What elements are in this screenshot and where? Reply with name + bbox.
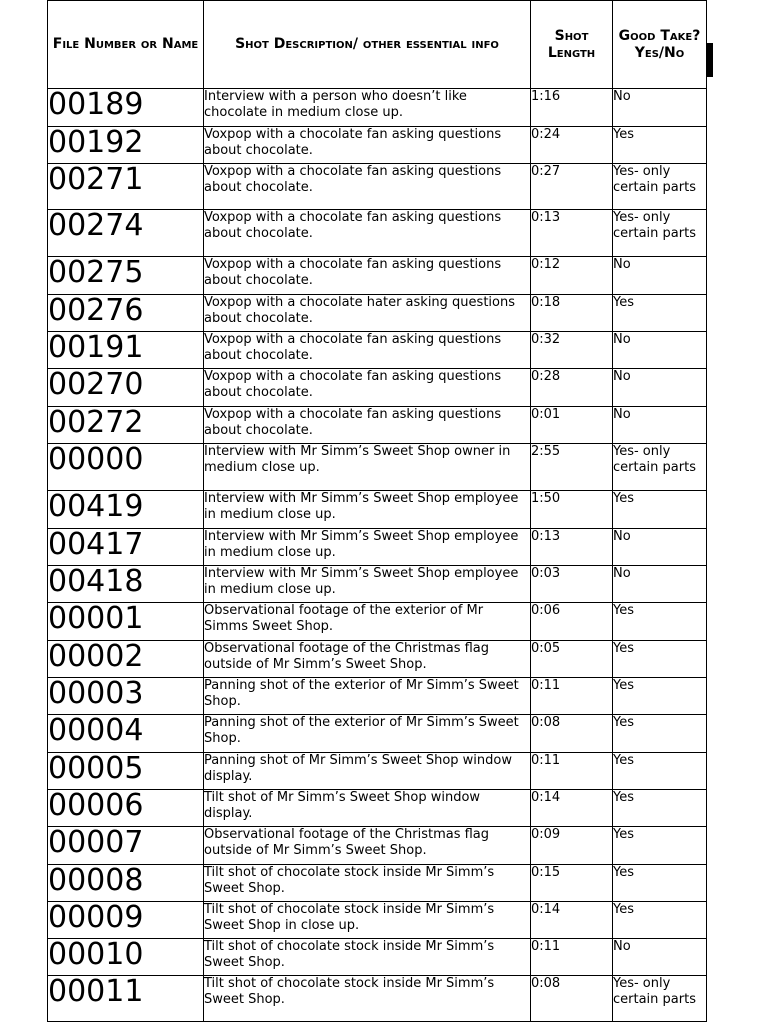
table-row bbox=[48, 641, 707, 678]
file-number-cell: 00007 bbox=[48, 827, 204, 865]
table-row bbox=[48, 164, 707, 210]
header-file-number: File Number or Name bbox=[48, 1, 204, 89]
table-row bbox=[48, 902, 707, 939]
shot-description-cell: Voxpop with a chocolate fan asking questions about chocolate. bbox=[204, 407, 531, 444]
shot-description-cell: Tilt shot of chocolate stock inside Mr Simm’s Sweet Shop. bbox=[204, 976, 531, 1022]
file-number-cell: 00276 bbox=[48, 295, 204, 332]
good-take-cell: No bbox=[613, 369, 707, 407]
good-take-cell: No bbox=[613, 332, 707, 369]
file-number-cell: 00000 bbox=[48, 444, 204, 491]
good-take-cell: Yes bbox=[613, 827, 707, 865]
file-number-cell: 00009 bbox=[48, 902, 204, 939]
shot-description-cell: Interview with Mr Simm’s Sweet Shop employee in medium close up. bbox=[204, 529, 531, 566]
shot-length-cell: 0:32 bbox=[531, 332, 613, 369]
shot-length-cell: 0:08 bbox=[531, 976, 613, 1022]
shot-length-cell: 0:14 bbox=[531, 790, 613, 827]
table-row bbox=[48, 127, 707, 164]
good-take-cell: No bbox=[613, 529, 707, 566]
file-number-cell: 00003 bbox=[48, 678, 204, 715]
table-row bbox=[48, 715, 707, 753]
shot-description-cell: Voxpop with a chocolate fan asking questions about chocolate. bbox=[204, 257, 531, 295]
shot-description-cell: Tilt shot of chocolate stock inside Mr Simm’s Sweet Shop. bbox=[204, 865, 531, 902]
good-take-cell: No bbox=[613, 407, 707, 444]
table-row bbox=[48, 976, 707, 1022]
shot-description-cell: Tilt shot of Mr Simm’s Sweet Shop window display. bbox=[204, 790, 531, 827]
shot-length-cell: 0:15 bbox=[531, 865, 613, 902]
table-row bbox=[48, 603, 707, 641]
shot-length-cell: 0:24 bbox=[531, 127, 613, 164]
shot-length-cell: 0:08 bbox=[531, 715, 613, 753]
shot-length-cell: 0:06 bbox=[531, 603, 613, 641]
good-take-cell: Yes bbox=[613, 603, 707, 641]
shot-length-cell: 0:03 bbox=[531, 566, 613, 603]
shot-description-cell: Voxpop with a chocolate fan asking questions about chocolate. bbox=[204, 332, 531, 369]
table-row bbox=[48, 295, 707, 332]
good-take-cell: Yes bbox=[613, 753, 707, 790]
table-row bbox=[48, 491, 707, 529]
file-number-cell: 00272 bbox=[48, 407, 204, 444]
table-row bbox=[48, 210, 707, 257]
file-number-cell: 00010 bbox=[48, 939, 204, 976]
table-row bbox=[48, 753, 707, 790]
shot-length-cell: 0:11 bbox=[531, 939, 613, 976]
good-take-cell: Yes- only certain parts bbox=[613, 210, 707, 257]
shot-description-cell: Voxpop with a chocolate fan asking questions about chocolate. bbox=[204, 369, 531, 407]
good-take-cell: No bbox=[613, 939, 707, 976]
shot-description-cell: Voxpop with a chocolate fan asking questions about chocolate. bbox=[204, 210, 531, 257]
header-shot-description: Shot Description/ other essential info bbox=[204, 1, 531, 89]
shot-description-cell: Voxpop with a chocolate fan asking questions about chocolate. bbox=[204, 127, 531, 164]
good-take-cell: No bbox=[613, 257, 707, 295]
shot-length-cell: 0:01 bbox=[531, 407, 613, 444]
shot-length-cell: 0:28 bbox=[531, 369, 613, 407]
table-row bbox=[48, 332, 707, 369]
shot-description-cell: Observational footage of the Christmas flag outside of Mr Simm’s Sweet Shop. bbox=[204, 827, 531, 865]
file-number-cell: 00005 bbox=[48, 753, 204, 790]
shot-length-cell: 0:05 bbox=[531, 641, 613, 678]
table-row bbox=[48, 790, 707, 827]
good-take-cell: Yes bbox=[613, 790, 707, 827]
table-row bbox=[48, 827, 707, 865]
file-number-cell: 00008 bbox=[48, 865, 204, 902]
header-shot-length: Shot Length bbox=[531, 1, 613, 89]
shot-length-cell: 1:50 bbox=[531, 491, 613, 529]
shot-description-cell: Voxpop with a chocolate hater asking questions about chocolate. bbox=[204, 295, 531, 332]
shot-description-cell: Interview with a person who doesn’t like chocolate in medium close up. bbox=[204, 89, 531, 127]
shot-description-cell: Panning shot of the exterior of Mr Simm’s Sweet Shop. bbox=[204, 678, 531, 715]
good-take-cell: Yes bbox=[613, 491, 707, 529]
shot-log-table bbox=[47, 0, 707, 1022]
shot-description-cell: Observational footage of the Christmas flag outside of Mr Simm’s Sweet Shop. bbox=[204, 641, 531, 678]
table-row bbox=[48, 407, 707, 444]
table-row bbox=[48, 678, 707, 715]
shot-length-cell: 0:13 bbox=[531, 529, 613, 566]
shot-length-cell: 0:27 bbox=[531, 164, 613, 210]
good-take-cell: Yes bbox=[613, 865, 707, 902]
shot-description-cell: Voxpop with a chocolate fan asking questions about chocolate. bbox=[204, 164, 531, 210]
table-row bbox=[48, 529, 707, 566]
file-number-cell: 00419 bbox=[48, 491, 204, 529]
table-row bbox=[48, 369, 707, 407]
table-row bbox=[48, 444, 707, 491]
file-number-cell: 00006 bbox=[48, 790, 204, 827]
good-take-cell: Yes- only certain parts bbox=[613, 976, 707, 1022]
file-number-cell: 00270 bbox=[48, 369, 204, 407]
shot-description-cell: Interview with Mr Simm’s Sweet Shop employee in medium close up. bbox=[204, 491, 531, 529]
file-number-cell: 00011 bbox=[48, 976, 204, 1022]
shot-length-cell: 0:11 bbox=[531, 678, 613, 715]
header-good-take: Good Take? Yes/No bbox=[613, 1, 707, 89]
good-take-cell: No bbox=[613, 89, 707, 127]
shot-description-cell: Tilt shot of chocolate stock inside Mr Simm’s Sweet Shop in close up. bbox=[204, 902, 531, 939]
file-number-cell: 00192 bbox=[48, 127, 204, 164]
good-take-cell: Yes bbox=[613, 902, 707, 939]
shot-length-cell: 1:16 bbox=[531, 89, 613, 127]
shot-length-cell: 0:09 bbox=[531, 827, 613, 865]
table-row bbox=[48, 939, 707, 976]
margin-marker bbox=[706, 43, 713, 77]
file-number-cell: 00418 bbox=[48, 566, 204, 603]
file-number-cell: 00274 bbox=[48, 210, 204, 257]
file-number-cell: 00271 bbox=[48, 164, 204, 210]
table-row bbox=[48, 865, 707, 902]
shot-description-cell: Interview with Mr Simm’s Sweet Shop owner in medium close up. bbox=[204, 444, 531, 491]
shot-length-cell: 0:11 bbox=[531, 753, 613, 790]
shot-description-cell: Panning shot of the exterior of Mr Simm’s Sweet Shop. bbox=[204, 715, 531, 753]
good-take-cell: Yes bbox=[613, 715, 707, 753]
good-take-cell: Yes bbox=[613, 678, 707, 715]
shot-length-cell: 0:12 bbox=[531, 257, 613, 295]
good-take-cell: No bbox=[613, 566, 707, 603]
shot-length-cell: 0:18 bbox=[531, 295, 613, 332]
good-take-cell: Yes- only certain parts bbox=[613, 444, 707, 491]
shot-description-cell: Observational footage of the exterior of Mr Simms Sweet Shop. bbox=[204, 603, 531, 641]
table-row bbox=[48, 257, 707, 295]
file-number-cell: 00191 bbox=[48, 332, 204, 369]
good-take-cell: Yes bbox=[613, 641, 707, 678]
table-row bbox=[48, 566, 707, 603]
file-number-cell: 00189 bbox=[48, 89, 204, 127]
shot-description-cell: Interview with Mr Simm’s Sweet Shop employee in medium close up. bbox=[204, 566, 531, 603]
shot-length-cell: 0:13 bbox=[531, 210, 613, 257]
shot-log-body bbox=[48, 89, 707, 1022]
shot-description-cell: Panning shot of Mr Simm’s Sweet Shop window display. bbox=[204, 753, 531, 790]
table-row bbox=[48, 89, 707, 127]
file-number-cell: 00417 bbox=[48, 529, 204, 566]
good-take-cell: Yes bbox=[613, 127, 707, 164]
good-take-cell: Yes bbox=[613, 295, 707, 332]
header-row bbox=[48, 1, 707, 89]
shot-description-cell: Tilt shot of chocolate stock inside Mr Simm’s Sweet Shop. bbox=[204, 939, 531, 976]
file-number-cell: 00002 bbox=[48, 641, 204, 678]
file-number-cell: 00004 bbox=[48, 715, 204, 753]
file-number-cell: 00001 bbox=[48, 603, 204, 641]
good-take-cell: Yes- only certain parts bbox=[613, 164, 707, 210]
shot-length-cell: 2:55 bbox=[531, 444, 613, 491]
shot-length-cell: 0:14 bbox=[531, 902, 613, 939]
file-number-cell: 00275 bbox=[48, 257, 204, 295]
